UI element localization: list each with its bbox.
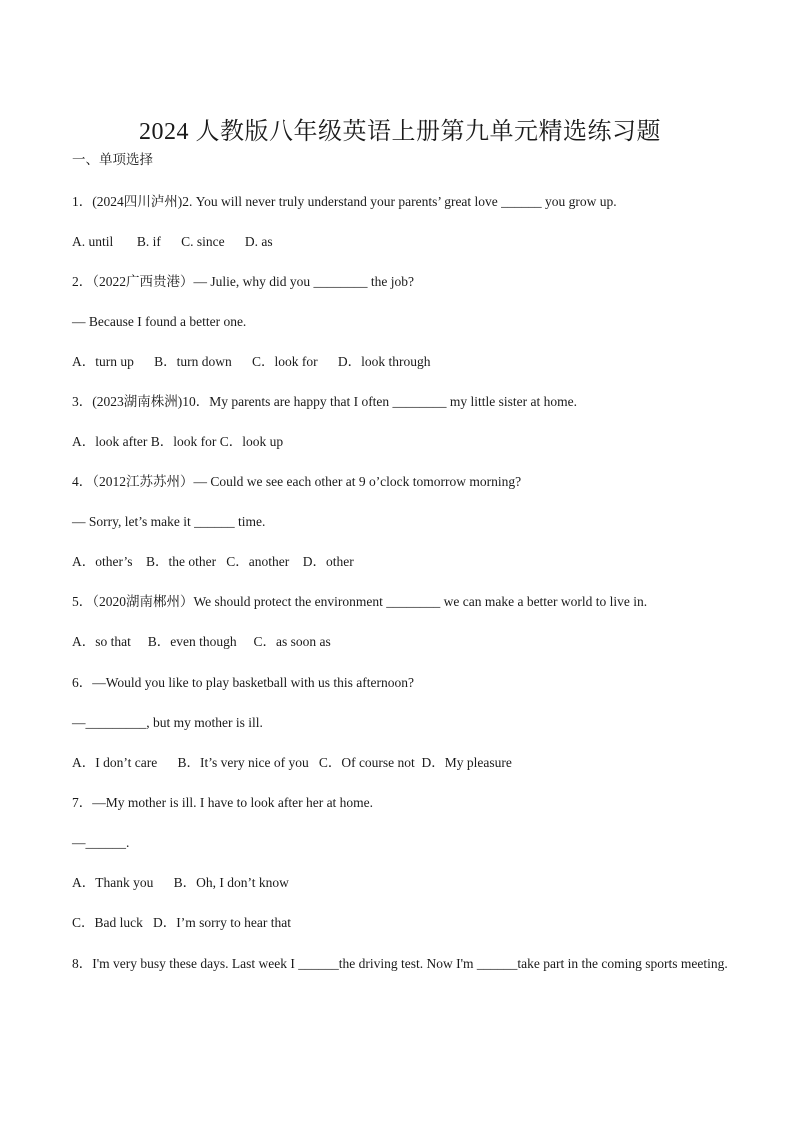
question-1: 1．(2024四川泸州)2. You will never truly understand your parents’ great love ______ you grow up.: [72, 194, 617, 209]
question-7-options-a-b: A．Thank you B．Oh, I don’t know: [72, 875, 289, 890]
question-4-reply: — Sorry, let’s make it ______ time.: [72, 514, 266, 529]
question-7: 7．—My mother is ill. I have to look after her at home.: [72, 795, 374, 810]
question-2: 2．（2022广西贵港）— Julie, why did you ________ the job?: [72, 274, 414, 289]
question-1-options: A. until B. if C. since D. as: [72, 234, 273, 249]
question-6: 6．—Would you like to play basketball with us this afternoon?: [72, 675, 414, 690]
question-7-reply: —______.: [72, 835, 130, 850]
question-3-options: A．look after B．look for C．look up: [72, 434, 284, 449]
question-2-options: A．turn up B．turn down C．look for D．look through: [72, 354, 431, 369]
question-2-reply: — Because I found a better one.: [72, 314, 247, 329]
question-4-options: A．other’s B．the other C．another D．other: [72, 554, 354, 569]
question-5: 5．（2020湖南郴州）We should protect the environment ________ we can make a better world to live in.: [72, 594, 648, 609]
question-6-options: A．I don’t care B．It’s very nice of you C．Of course not D．My pleasure: [72, 755, 512, 770]
question-5-options: A．so that B．even though C．as soon as: [72, 634, 331, 649]
document-title: 2024 人教版八年级英语上册第九单元精选练习题: [139, 119, 661, 146]
question-4: 4．（2012江苏苏州）— Could we see each other at 9 o’clock tomorrow morning?: [72, 474, 522, 489]
section-heading: 一、单项选择: [72, 152, 153, 167]
question-7-options-c-d: C．Bad luck D．I’m sorry to hear that: [72, 915, 291, 930]
question-6-reply: —_________, but my mother is ill.: [72, 715, 263, 730]
question-8: 8．I'm very busy these days. Last week I ______the driving test. Now I'm ______take part in the coming sports meeting.: [72, 956, 728, 971]
question-3: 3．(2023湖南株洲)10．My parents are happy that I often ________ my little sister at home.: [72, 394, 578, 409]
